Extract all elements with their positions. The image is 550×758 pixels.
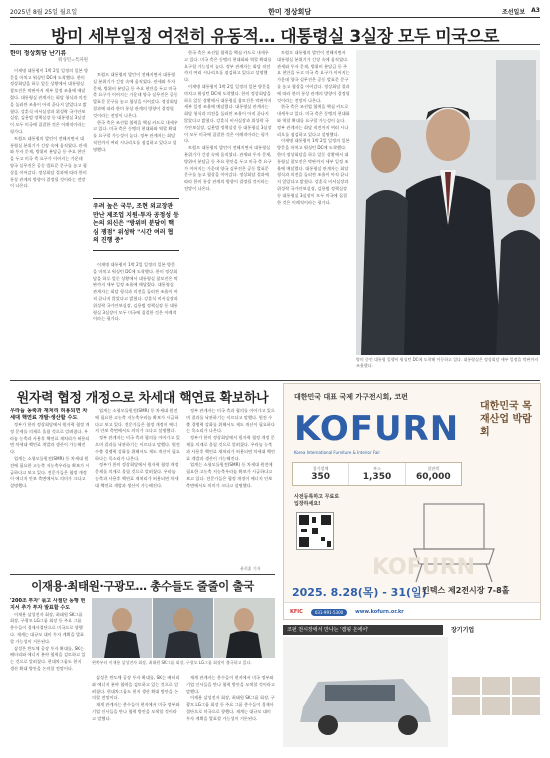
- lead-photo: [356, 50, 540, 355]
- nuclear-body-1: 정부가 한미 정상회담에서 원자력 협정 개정 문제를 의제로 올릴 것으로 알려졌다. 우라늄 농축과 사용후 핵연료 재처리가 허용되면 차세대 핵연료 개발과 생산이 가능해진다.: [10, 422, 90, 455]
- lead-body-10: 한국 측은 조선업 협력을 핵심 카드로 내세우고 있다. 미국 측은 동맹의 현대화와 역할 확대를 요구할 가능성이 높다. 정부 관계자는 회담 직전까지 여러 시나리오를 점검하고 있다고 설명했다.: [277, 104, 350, 137]
- thumbnail[interactable]: [452, 677, 480, 695]
- camping-banner: 코펀 전시장에서 만나는 '캠핑 온에어': [283, 625, 443, 635]
- nuclear-body-6: 정부 관계자는 미국 측과 협의를 이어가고 있으며 결과를 낙관하기는 이르다고 말했다. 원전 수출 경쟁력 강화를 위해서도 제도 개선이 필요하다는 목소리가 나온다.: [186, 408, 275, 434]
- lead-body-9: 트럼프 대통령의 발언이 전해지면서 대통령실 분위기가 긴장 속에 움직였다. 관세와 투자 문제, 방위비 분담금 등 주요 현안을 두고 미국 측 요구가 이어지는 가운데 양국 실무진은 공동 발표문 문구를 놓고 협상을 이어갔다. 정상회담 결과에 따라 한미 통상 관계의 방향이 결정될 것이라는 전망이 나온다.: [277, 50, 350, 103]
- executives-photo: [92, 598, 275, 658]
- business-body-4: 재계 관계자는 총수들이 현지에서 미국 정부와 기업 인사들을 만나 협력 방안을 모색할 것이라고 말했다.: [92, 702, 180, 721]
- delegation-photo: [356, 50, 540, 355]
- nuclear-body-2: 업계는 소형모듈원전(SMR) 등 차세대 원전에 필요한 고농축 저농축우라늄 확보가 시급하다고 보고 있다. 전문가들은 협정 개정이 에너지 안보 측면에서도 의미가 크다고 설명했다.: [10, 455, 90, 489]
- divider: [10, 380, 540, 381]
- lead-photo-caption: 방미 중인 대통령 일행이 워싱턴 DC에 도착해 이동하고 있다. 대통령실은 정상회담 세부 일정을 막판까지 조율했다.: [356, 357, 539, 368]
- divider: [10, 44, 540, 45]
- divider: [10, 574, 275, 575]
- business-photo-caption: 왼쪽부터 이재용 삼성전자 회장, 최태원 SK그룹 회장, 구광모 LG그룹 회장이 출국하고 있다.: [92, 660, 252, 665]
- lead-subhead: 한미 정상회담 난기류: [10, 50, 67, 57]
- thumbnail[interactable]: [452, 697, 480, 715]
- nuclear-subhead: 우라늄 농축과 재처리 허용되면 차세대 핵연료 개발·생산할 수도: [10, 408, 88, 421]
- thumbnail[interactable]: [512, 677, 540, 695]
- ad-brand: KOFURN: [294, 409, 460, 449]
- thumbnail[interactable]: [482, 677, 510, 695]
- lead-body-2: 트럼프 대통령의 발언이 전해지면서 대통령실 분위기가 긴장 속에 움직였다. 관세와 투자 문제, 방위비 분담금 등 주요 현안을 두고 미국 측 요구가 이어지는 가운데 양국 실무진은 공동 발표문 문구를 놓고 협상을 이어갔다. 정상회담 결과에 따라 한미 통상 관계의 방향이 결정될 것이라는 전망이 나온다.: [10, 135, 87, 189]
- business-column-1: [10, 598, 86, 753]
- nuclear-body-4: 정부 관계자는 미국 측과 협의를 이어가고 있으며 결과를 낙관하기는 이르다고 말했다. 원전 수출 경쟁력 강화를 위해서도 제도 개선이 필요하다는 목소리가 나온다.: [95, 435, 180, 461]
- ad-venue: 킨텍스 제2전시장 7-8홀: [422, 586, 510, 595]
- stat-visitors: 참관객 60,000: [415, 466, 451, 482]
- section-title: 한미 정상회담: [268, 7, 312, 16]
- thumbnail[interactable]: [512, 697, 540, 715]
- lead-body-7: 이재명 대통령이 1박 2일 일정의 일본 방문을 마치고 워싱턴 DC에 도착했다. 한미 정상회담을 하루 앞둔 상황에서 대통령실 참모진은 막판까지 세부 일정 조율에 매달렸다. 대통령실 관계자는 회담 형식과 의전을 둘러싼 조율이 아직 끝나지 않았다고 밝혔다. 강훈식 비서실장과 위성락 국가안보실장, 김용범 정책실장 등 대통령실 3실장이 모두 미국에 집결한 것은 이례적이라는 평가다.: [184, 83, 272, 144]
- business-subhead: '200조 투자' 묶고 사절단 동행 현지서 추가 투자 발표할 수도: [10, 598, 86, 611]
- masthead: [10, 6, 540, 18]
- nuclear-column-1: [10, 408, 90, 573]
- lead-body-11: 이재명 대통령이 1박 2일 일정의 일본 방문을 마치고 워싱턴 DC에 도착했다. 한미 정상회담을 하루 앞둔 상황에서 대통령실 참모진은 막판까지 세부 일정 조율에 매달렸다. 대통령실 관계자는 회담 형식과 의전을 둘러싼 조율이 아직 끝나지 않았다고 밝혔다. 강훈식 비서실장과 위성락 국가안보실장, 김용범 정책실장 등 대통령실 3실장이 모두 미국에 집결한 것은 이례적이라는 평가다.: [277, 138, 350, 205]
- kofurn-advertisement[interactable]: [283, 383, 541, 620]
- nuclear-body-5: 정부가 한미 정상회담에서 원자력 협정 개정 문제를 의제로 올릴 것으로 알려졌다. 우라늄 농축과 사용후 핵연료 재처리가 허용되면 차세대 핵연료 개발과 생산이 가능해진다.: [95, 462, 179, 488]
- lead-body-1: 이재명 대통령이 1박 2일 일정의 일본 방문을 마치고 워싱턴 DC에 도착했다. 한미 정상회담을 하루 앞둔 상황에서 대통령실 참모진은 막판까지 세부 일정 조율에 매달렸다. 대통령실 관계자는 회담 형식과 의전을 둘러싼 조율이 아직 끝나지 않았다고 밝혔다. 강훈식 비서실장과 위성락 국가안보실장, 김용범 정책실장 등 대통령실 3실장이 모두 미국에 집결한 것은 이례적이라는 평가다.: [10, 67, 88, 134]
- ad-english: Korea International Furniture & Interior Fair: [294, 450, 381, 455]
- lead-headline: 방미 세부일정 여전히 유동적… 대통령실 3실장 모두 미국으로: [51, 27, 499, 47]
- ad-side-title: 대한민국 목재산업 박람회: [480, 401, 532, 438]
- ad-stats: [292, 462, 462, 486]
- lead-body-8: 트럼프 대통령의 발언이 전해지면서 대통령실 분위기가 긴장 속에 움직였다. 관세와 투자 문제, 방위비 분담금 등 주요 현안을 두고 미국 측 요구가 이어지는 가운데 양국 실무진은 공동 발표문 문구를 놓고 협상을 이어갔다. 정상회담 결과에 따라 한미 통상 관계의 방향이 결정될 것이라는 전망이 나온다.: [184, 145, 272, 191]
- nuclear-column-2: [95, 408, 181, 573]
- svg-text:KOFURN: KOFURN: [372, 555, 476, 580]
- business-body-6: 이재용 삼성전자 회장, 최태원 SK그룹 회장, 구광모 LG그룹 회장 등 주요 그룹 총수들이 경제사절단으로 미국으로 향했다. 재계는 대규모 대미 투자 계획을 발표할 가능성이 거론된다.: [186, 695, 275, 721]
- qr-code-icon[interactable]: [296, 512, 334, 550]
- lead-column-2: [93, 72, 179, 192]
- lead-body-5: 이재명 대통령이 1박 2일 일정의 일본 방문을 마치고 워싱턴 DC에 도착했다. 한미 정상회담을 하루 앞둔 상황에서 대통령실 참모진은 막판까지 세부 일정 조율에 매달렸다. 대통령실 관계자는 회담 형식과 의전을 둘러싼 조율이 아직 끝나지 않았다고 밝혔다. 강훈식 비서실장과 위성락 국가안보실장, 김용범 정책실장 등 대통령실 3실장이 모두 미국에 집결한 것은 이례적이라는 평가다.: [93, 262, 178, 322]
- nuclear-column-3: [186, 408, 275, 566]
- business-body-1: 이재용 삼성전자 회장, 최태원 SK그룹 회장, 구광모 LG그룹 회장 등 주요 그룹 총수들이 경제사절단으로 미국으로 향했다. 재계는 대규모 대미 투자 계획을 발표할 가능성이 거론된다.: [10, 611, 85, 644]
- lead-body-3: 트럼프 대통령의 발언이 전해지면서 대통령실 분위기가 긴장 속에 움직였다. 관세와 투자 문제, 방위비 분담금 등 주요 현안을 두고 미국 측 요구가 이어지는 가운데 양국 실무진은 공동 발표문 문구를 놓고 협상을 이어갔다. 정상회담 결과에 따라 한미 통상 관계의 방향이 결정될 것이라는 전망이 나온다.: [93, 72, 178, 118]
- lead-byline: 워싱턴=특파원: [58, 58, 88, 63]
- stat-exhibitors: 참가업체 350: [293, 463, 349, 485]
- business-body-5: 재계 관계자는 총수들이 현지에서 미국 정부와 기업 인사들을 만나 협력 방안을 모색할 것이라고 말했다.: [186, 675, 275, 694]
- ad-url[interactable]: www.kofurn.or.kr: [355, 609, 404, 615]
- business-body-2: 삼성은 반도체 공장 투자 확대를, SK는 배터리와 에너지 분야 협력을 검토하고 있는 것으로 알려졌다. 현대차그룹도 현지 생산 확대 방안을 논의할 전망이다.: [10, 645, 86, 671]
- nuclear-headline: 원자력 협정 개정으로 차세대 핵연료 확보하나: [16, 391, 269, 406]
- lead-body-6: 한국 측은 조선업 협력을 핵심 카드로 내세우고 있다. 미국 측은 동맹의 현대화와 역할 확대를 요구할 가능성이 높다. 정부 관계자는 회담 직전까지 여러 시나리오를 점검하고 있다고 설명했다.: [184, 50, 272, 83]
- paper-name: 조선일보: [501, 9, 526, 16]
- kfic-logo-icon: KFIC: [290, 609, 303, 615]
- issue-date: 2025년 8월 25일 월요일: [10, 9, 78, 16]
- ad-top-label: 대한민국 대표 국제 가구전시회, 코펀: [294, 393, 408, 401]
- ad-contact-bar: [284, 602, 541, 620]
- long-term-label: 장기기업: [451, 627, 475, 634]
- stat-booths: 부스 1,350: [349, 463, 405, 485]
- lead-column-3: [184, 50, 272, 370]
- car-illustration-icon: [283, 637, 448, 747]
- lead-column-1: [10, 50, 88, 370]
- ad-register-text: 사전등록하고 무료로 입장하세요!: [294, 494, 340, 507]
- business-photo: [92, 598, 275, 658]
- business-body-3: 삼성은 반도체 공장 투자 확대를, SK는 배터리와 에너지 분야 협력을 검토하고 있는 것으로 알려졌다. 현대차그룹도 현지 생산 확대 방안을 논의할 전망이다.: [92, 675, 180, 701]
- business-headline: 이재용·최태원·구광모… 총수들도 줄줄이 출국: [31, 579, 254, 593]
- paper-info: [502, 7, 540, 16]
- lead-column-2b: [93, 262, 179, 370]
- lead-body-4: 한국 측은 조선업 협력을 핵심 카드로 내세우고 있다. 미국 측은 동맹의 현대화와 역할 확대를 요구할 가능성이 높다. 정부 관계자는 회담 직전까지 여러 시나리오를 점검하고 있다고 설명했다.: [93, 119, 178, 152]
- ad-dates: 2025. 8.28(목) - 31(일): [292, 586, 427, 599]
- business-column-2: [92, 675, 180, 753]
- business-column-3: [186, 675, 275, 753]
- lead-column-4: [277, 50, 351, 370]
- page-number: A3: [531, 7, 540, 14]
- nuclear-byline: 윤희훈 기자: [240, 566, 261, 571]
- ad-phone[interactable]: 031-991-5300: [311, 609, 347, 616]
- nuclear-body-8: 업계는 소형모듈원전(SMR) 등 차세대 원전에 필요한 고농축 저농축우라늄 확보가 시급하다고 보고 있다. 전문가들은 협정 개정이 에너지 안보 측면에서도 의미가 크다고 설명했다.: [186, 462, 273, 488]
- nuclear-body-3: 업계는 소형모듈원전(SMR) 등 차세대 원전에 필요한 고농축 저농축우라늄 확보가 시급하다고 보고 있다. 전문가들은 협정 개정이 에너지 안보 측면에서도 의미가 크다고 설명했다.: [95, 408, 179, 434]
- chair-illustration-icon: [364, 494, 534, 584]
- thumbnail[interactable]: [482, 697, 510, 715]
- pull-quote: 우려 높은 국무, 조현 외교장관 만난 제조업 지원·투자 공정성 등 논의 외신은 "방위비 분담이 핵심 쟁점" 위성락 "시간 여러 협의 진행 중": [93, 198, 179, 251]
- nuclear-body-7: 정부가 한미 정상회담에서 원자력 협정 개정 문제를 의제로 올릴 것으로 알려졌다. 우라늄 농축과 사용후 핵연료 재처리가 허용되면 차세대 핵연료 개발과 생산이 가능해진다.: [186, 435, 275, 461]
- product-thumbnails: [452, 677, 540, 715]
